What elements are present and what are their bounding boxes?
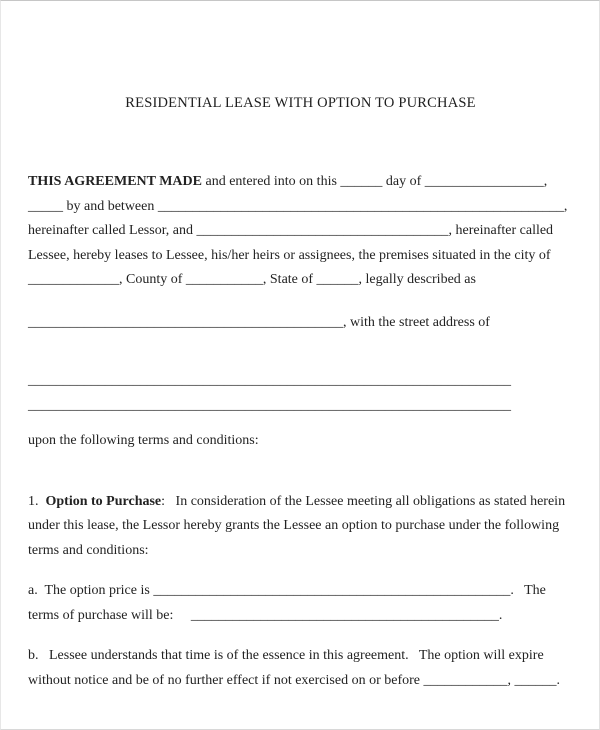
street-address-line: _____________________________________________, with the street address of — [28, 314, 490, 330]
address-blank-lines — [28, 369, 573, 418]
terms-intro-line: upon the following terms and conditions: — [28, 433, 259, 448]
intro-paragraph — [28, 170, 573, 293]
blank-rule-line-2: _____________________________________________________________________ — [28, 397, 511, 413]
intro-line-2: _____ by and between __________________________________________________________, — [28, 198, 568, 214]
agreement-made-bold-text: THIS AGREEMENT MADE — [28, 174, 202, 189]
section-1-line-1-text: : In consideration of the Lessee meeting all obligations as stated herein — [161, 493, 566, 509]
clause-b-time-of-essence — [28, 644, 573, 693]
terms-intro-paragraph — [28, 429, 573, 454]
clause-a-option-price — [28, 579, 573, 628]
section-1-number: 1. — [28, 493, 46, 509]
section-1-line-1 — [28, 490, 573, 515]
section-1-line-2: under this lease, the Lessor hereby grants the Lessee an option to purchase under the following — [28, 518, 560, 533]
section-1-option-to-purchase — [28, 490, 573, 564]
intro-line-1-text: and entered into on this ______ day of _________________, — [202, 174, 548, 189]
clause-a-line-1: a. The option price is ___________________________________________________. The — [28, 583, 546, 598]
document-title: RESIDENTIAL LEASE WITH OPTION TO PURCHASE — [125, 95, 476, 111]
clause-b-line-1: b. Lessee understands that time is of the essence in this agreement. The option will expire — [28, 648, 544, 663]
blank-rule-line-1: _____________________________________________________________________ — [28, 373, 511, 388]
section-1-heading: Option to Purchase — [45, 493, 162, 509]
intro-line-3: hereinafter called Lessor, and ____________________________________, hereinafter called — [28, 223, 554, 238]
street-address-paragraph — [28, 311, 573, 336]
intro-line-4: Lessee, hereby leases to Lessee, his/her heirs or assignees, the premises situated in the city of — [28, 247, 551, 263]
section-1-line-3: terms and conditions: — [28, 542, 149, 558]
clause-b-line-2: without notice and be of no further effect if not exercised on or before ____________, ______. — [28, 672, 560, 688]
clause-a-line-2: terms of purchase will be: ____________________________________________. — [28, 607, 503, 623]
intro-line-1 — [28, 170, 573, 195]
intro-line-5: _____________, County of ___________, State of ______, legally described as — [28, 272, 476, 287]
